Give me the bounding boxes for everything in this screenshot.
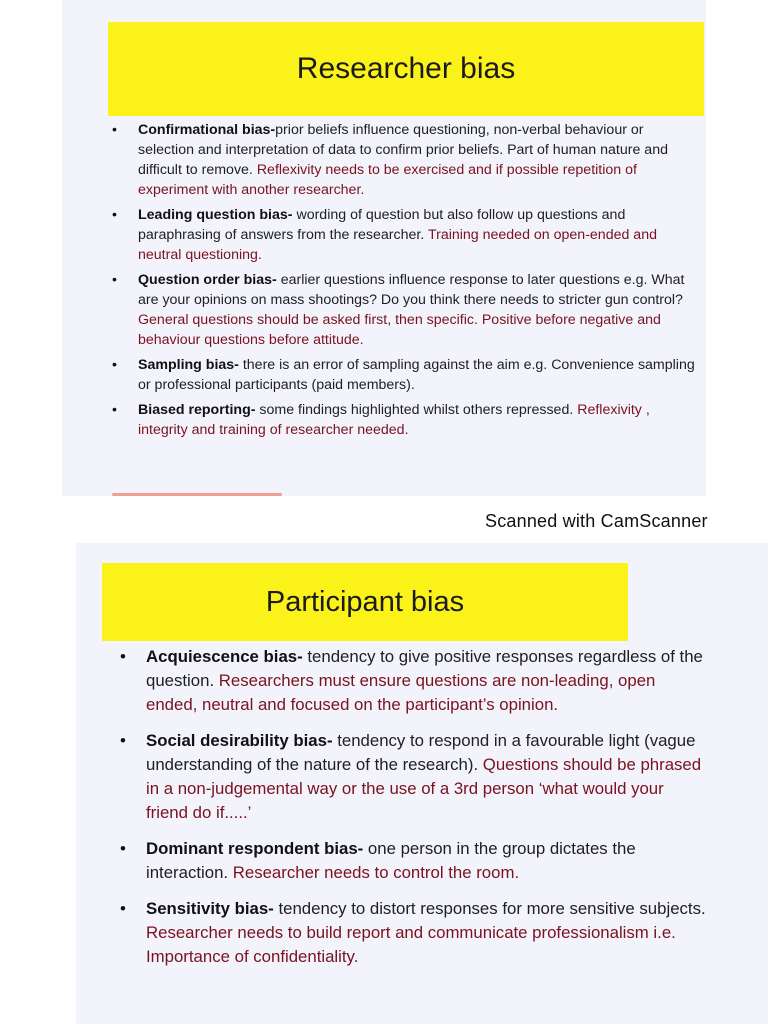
- bias-description: there is an error of sampling against the aim e.g. Convenience sampling or professional participants (paid members).: [138, 357, 695, 393]
- bias-recommendation: Reflexivity , integrity and training of researcher needed.: [138, 402, 650, 438]
- bias-recommendation: General questions should be asked first, then specific. Positive before negative and behaviour questions before attitude.: [138, 312, 661, 348]
- list-item: [108, 400, 702, 440]
- scanner-watermark: Scanned with CamScanner: [485, 511, 708, 531]
- page-title: Researcher bias: [108, 22, 704, 116]
- bias-recommendation: Questions should be phrased in a non-judgemental way or the use of a 3rd person ‘what would your friend do if.....’: [146, 755, 702, 822]
- bias-recommendation: Training needed on open-ended and neutral questioning.: [138, 227, 657, 263]
- page-title: Participant bias: [102, 563, 628, 641]
- bullet-icon: •: [112, 272, 117, 288]
- bias-recommendation: Researchers must ensure questions are non-leading, open ended, neutral and focused on the participant’s opinion.: [146, 671, 656, 714]
- bullet-icon: •: [112, 402, 117, 418]
- list-item: [116, 729, 706, 825]
- bias-term: Confirmational bias-: [138, 122, 276, 138]
- bias-term: Question order bias-: [138, 272, 277, 288]
- list-item: [108, 205, 702, 265]
- bias-description: prior beliefs influence questioning, non-verbal behaviour or selection and interpretation of data to confirm prior beliefs. Part of human nature and difficult to remove.: [138, 122, 668, 178]
- bullet-icon: •: [112, 357, 117, 373]
- bias-list: [108, 120, 702, 445]
- bias-description: tendency to respond in a favourable light (vague understanding of the nature of the research).: [146, 731, 696, 774]
- bullet-icon: •: [120, 899, 126, 918]
- researcher-bias-page: [62, 0, 706, 496]
- bias-recommendation: Reflexivity needs to be exercised and if possible repetition of experiment with another researcher.: [138, 162, 637, 198]
- list-item: [116, 837, 706, 885]
- list-item: [108, 270, 702, 350]
- bias-term: Leading question bias-: [138, 207, 293, 223]
- bullet-icon: •: [120, 647, 126, 666]
- bias-term: Biased reporting-: [138, 402, 256, 418]
- bias-description: tendency to distort responses for more sensitive subjects.: [273, 899, 706, 918]
- bias-description: earlier questions influence response to later questions e.g. What are your opinions on mass shootings? Do you think there needs to stricter gun control?: [138, 272, 685, 308]
- bias-term: Sensitivity bias-: [146, 899, 274, 918]
- bias-description: wording of question but also follow up questions and paraphrasing of answers from the researcher.: [138, 207, 626, 243]
- participant-bias-page: [76, 543, 768, 1024]
- list-item: [108, 355, 702, 395]
- bullet-icon: •: [120, 839, 126, 858]
- bias-term: Acquiescence bias-: [146, 647, 303, 666]
- bullet-icon: •: [112, 122, 117, 138]
- list-item: [108, 120, 702, 200]
- bias-description: some findings highlighted whilst others repressed.: [255, 402, 578, 418]
- bias-description: one person in the group dictates the interaction.: [146, 839, 636, 882]
- bullet-icon: •: [112, 207, 117, 223]
- pen-mark: [112, 493, 282, 496]
- bias-term: Social desirability bias-: [146, 731, 333, 750]
- bias-recommendation: Researcher needs to control the room.: [232, 863, 520, 882]
- list-item: [116, 645, 706, 717]
- bias-term: Sampling bias-: [138, 357, 239, 373]
- bias-term: Dominant respondent bias-: [146, 839, 364, 858]
- bias-description: tendency to give positive responses regardless of the question.: [146, 647, 703, 690]
- bias-recommendation: Researcher needs to build report and communicate professionalism i.e. Importance of confidentiality.: [146, 923, 676, 966]
- bullet-icon: •: [120, 731, 126, 750]
- bias-list: [116, 645, 706, 981]
- list-item: [116, 897, 706, 969]
